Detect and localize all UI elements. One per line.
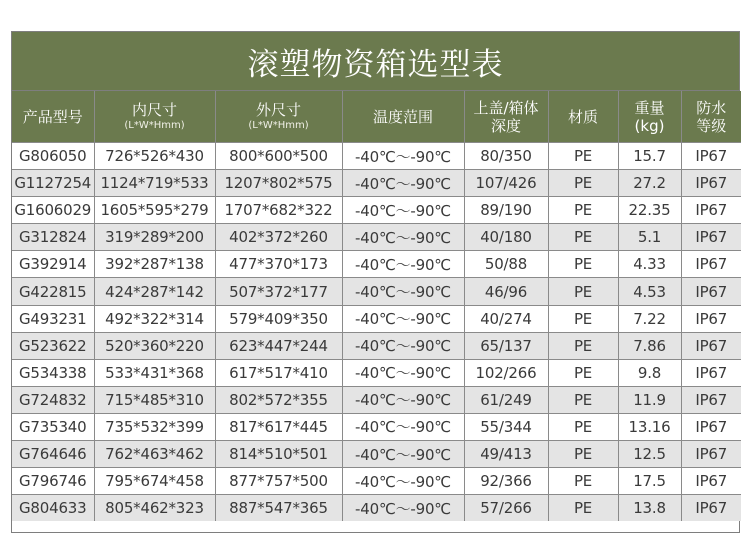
cell-weight: 15.7	[618, 143, 681, 170]
cell-inner-size: 1605*595*279	[94, 197, 215, 224]
cell-material: PE	[548, 143, 618, 170]
cell-temp-range: -40℃～-90℃	[342, 305, 464, 332]
cell-depth: 40/180	[464, 224, 548, 251]
cell-depth: 57/266	[464, 495, 548, 522]
cell-outer-size: 817*617*445	[215, 413, 342, 440]
cell-material: PE	[548, 224, 618, 251]
cell-outer-size: 477*370*173	[215, 251, 342, 278]
header-weight: 重量 (kg)	[618, 91, 681, 143]
cell-model: G764646	[12, 441, 94, 468]
cell-waterproof: IP67	[681, 143, 741, 170]
cell-depth: 55/344	[464, 413, 548, 440]
cell-outer-size: 1707*682*322	[215, 197, 342, 224]
header-temp-range: 温度范围	[342, 91, 464, 143]
cell-outer-size: 623*447*244	[215, 332, 342, 359]
cell-model: G392914	[12, 251, 94, 278]
table-body	[12, 143, 741, 522]
cell-waterproof: IP67	[681, 305, 741, 332]
cell-temp-range: -40℃～-90℃	[342, 251, 464, 278]
spec-table	[12, 91, 741, 521]
cell-temp-range: -40℃～-90℃	[342, 495, 464, 522]
cell-depth: 89/190	[464, 197, 548, 224]
cell-waterproof: IP67	[681, 468, 741, 495]
cell-outer-size: 1207*802*575	[215, 170, 342, 197]
cell-model: G1606029	[12, 197, 94, 224]
cell-outer-size: 402*372*260	[215, 224, 342, 251]
cell-inner-size: 492*322*314	[94, 305, 215, 332]
cell-outer-size: 579*409*350	[215, 305, 342, 332]
cell-material: PE	[548, 305, 618, 332]
cell-depth: 49/413	[464, 441, 548, 468]
cell-model: G312824	[12, 224, 94, 251]
cell-waterproof: IP67	[681, 224, 741, 251]
cell-depth: 102/266	[464, 359, 548, 386]
cell-inner-size: 715*485*310	[94, 386, 215, 413]
cell-waterproof: IP67	[681, 170, 741, 197]
cell-weight: 7.22	[618, 305, 681, 332]
cell-waterproof: IP67	[681, 278, 741, 305]
cell-model: G523622	[12, 332, 94, 359]
table-row	[12, 143, 741, 170]
cell-inner-size: 726*526*430	[94, 143, 215, 170]
cell-weight: 7.86	[618, 332, 681, 359]
table-row	[12, 170, 741, 197]
cell-temp-range: -40℃～-90℃	[342, 468, 464, 495]
cell-inner-size: 533*431*368	[94, 359, 215, 386]
cell-weight: 13.8	[618, 495, 681, 522]
cell-weight: 4.33	[618, 251, 681, 278]
cell-temp-range: -40℃～-90℃	[342, 386, 464, 413]
cell-temp-range: -40℃～-90℃	[342, 143, 464, 170]
cell-material: PE	[548, 278, 618, 305]
cell-model: G493231	[12, 305, 94, 332]
cell-weight: 11.9	[618, 386, 681, 413]
cell-inner-size: 805*462*323	[94, 495, 215, 522]
cell-material: PE	[548, 441, 618, 468]
cell-model: G806050	[12, 143, 94, 170]
cell-weight: 13.16	[618, 413, 681, 440]
cell-depth: 50/88	[464, 251, 548, 278]
cell-inner-size: 1124*719*533	[94, 170, 215, 197]
cell-material: PE	[548, 468, 618, 495]
cell-inner-size: 762*463*462	[94, 441, 215, 468]
cell-model: G724832	[12, 386, 94, 413]
cell-weight: 17.5	[618, 468, 681, 495]
cell-temp-range: -40℃～-90℃	[342, 359, 464, 386]
cell-model: G1127254	[12, 170, 94, 197]
table-row	[12, 224, 741, 251]
cell-material: PE	[548, 251, 618, 278]
cell-temp-range: -40℃～-90℃	[342, 278, 464, 305]
cell-inner-size: 795*674*458	[94, 468, 215, 495]
selection-table-sheet	[11, 31, 740, 533]
cell-depth: 107/426	[464, 170, 548, 197]
cell-material: PE	[548, 386, 618, 413]
table-row	[12, 495, 741, 522]
cell-inner-size: 735*532*399	[94, 413, 215, 440]
table-title: 滚塑物资箱选型表	[12, 32, 739, 91]
cell-model: G796746	[12, 468, 94, 495]
cell-temp-range: -40℃～-90℃	[342, 413, 464, 440]
cell-waterproof: IP67	[681, 441, 741, 468]
table-row	[12, 305, 741, 332]
cell-waterproof: IP67	[681, 495, 741, 522]
cell-inner-size: 520*360*220	[94, 332, 215, 359]
cell-outer-size: 887*547*365	[215, 495, 342, 522]
table-row	[12, 359, 741, 386]
cell-waterproof: IP67	[681, 251, 741, 278]
cell-weight: 22.35	[618, 197, 681, 224]
cell-outer-size: 877*757*500	[215, 468, 342, 495]
cell-inner-size: 392*287*138	[94, 251, 215, 278]
cell-depth: 80/350	[464, 143, 548, 170]
cell-material: PE	[548, 197, 618, 224]
table-row	[12, 413, 741, 440]
header-inner-size: 内尺寸 (L*W*Hmm)	[94, 91, 215, 143]
cell-outer-size: 802*572*355	[215, 386, 342, 413]
cell-weight: 9.8	[618, 359, 681, 386]
cell-inner-size: 424*287*142	[94, 278, 215, 305]
cell-outer-size: 507*372*177	[215, 278, 342, 305]
cell-weight: 4.53	[618, 278, 681, 305]
table-row	[12, 278, 741, 305]
cell-temp-range: -40℃～-90℃	[342, 170, 464, 197]
table-row	[12, 251, 741, 278]
table-row	[12, 197, 741, 224]
cell-material: PE	[548, 359, 618, 386]
cell-waterproof: IP67	[681, 386, 741, 413]
cell-inner-size: 319*289*200	[94, 224, 215, 251]
cell-outer-size: 814*510*501	[215, 441, 342, 468]
cell-outer-size: 800*600*500	[215, 143, 342, 170]
table-row	[12, 332, 741, 359]
header-lid-depth: 上盖/箱体 深度	[464, 91, 548, 143]
cell-depth: 65/137	[464, 332, 548, 359]
cell-depth: 46/96	[464, 278, 548, 305]
cell-weight: 12.5	[618, 441, 681, 468]
cell-temp-range: -40℃～-90℃	[342, 197, 464, 224]
cell-material: PE	[548, 495, 618, 522]
cell-material: PE	[548, 413, 618, 440]
cell-model: G534338	[12, 359, 94, 386]
cell-model: G735340	[12, 413, 94, 440]
header-row	[12, 91, 741, 143]
table-row	[12, 441, 741, 468]
cell-temp-range: -40℃～-90℃	[342, 224, 464, 251]
header-material: 材质	[548, 91, 618, 143]
cell-depth: 61/249	[464, 386, 548, 413]
cell-material: PE	[548, 332, 618, 359]
cell-waterproof: IP67	[681, 332, 741, 359]
header-outer-size: 外尺寸 (L*W*Hmm)	[215, 91, 342, 143]
cell-depth: 92/366	[464, 468, 548, 495]
cell-waterproof: IP67	[681, 413, 741, 440]
cell-model: G422815	[12, 278, 94, 305]
cell-material: PE	[548, 170, 618, 197]
cell-waterproof: IP67	[681, 197, 741, 224]
cell-waterproof: IP67	[681, 359, 741, 386]
table-row	[12, 386, 741, 413]
cell-outer-size: 617*517*410	[215, 359, 342, 386]
cell-weight: 5.1	[618, 224, 681, 251]
cell-depth: 40/274	[464, 305, 548, 332]
header-model: 产品型号	[12, 91, 94, 143]
header-waterproof: 防水 等级	[681, 91, 741, 143]
cell-model: G804633	[12, 495, 94, 522]
table-row	[12, 468, 741, 495]
cell-weight: 27.2	[618, 170, 681, 197]
cell-temp-range: -40℃～-90℃	[342, 332, 464, 359]
cell-temp-range: -40℃～-90℃	[342, 441, 464, 468]
